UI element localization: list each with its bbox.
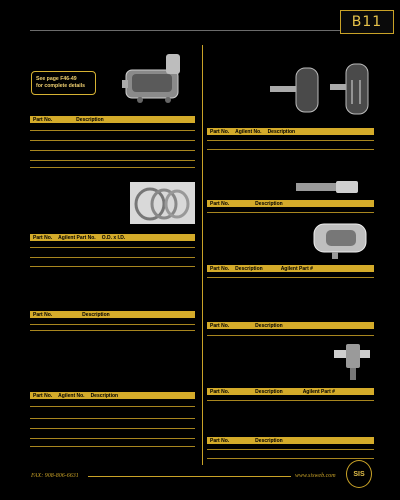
header-cell: Description bbox=[267, 128, 296, 135]
table-row-line bbox=[30, 140, 195, 141]
sis-logo: SIS bbox=[346, 460, 372, 488]
feedthrough-image bbox=[290, 178, 370, 196]
table-row-line bbox=[30, 446, 195, 447]
table-header-right-3 bbox=[207, 265, 374, 272]
header-cell: Agilent No. bbox=[58, 392, 85, 399]
table-row-line bbox=[207, 400, 374, 401]
table-row-line bbox=[30, 257, 195, 258]
table-header-right-2 bbox=[207, 200, 374, 207]
see-page-callout bbox=[31, 71, 96, 95]
vacuum-pump-image bbox=[120, 50, 190, 105]
table-row-line bbox=[30, 406, 195, 407]
table-row-line bbox=[207, 277, 374, 278]
o-rings-image bbox=[130, 182, 195, 224]
table-row-line bbox=[207, 140, 374, 141]
header-cell: Agilent Part # bbox=[280, 265, 313, 272]
table-row-line bbox=[30, 438, 195, 439]
header-cell: Part No. bbox=[33, 392, 53, 399]
callout-line-2: for complete details bbox=[36, 83, 86, 89]
table-header-left-1 bbox=[30, 116, 195, 123]
table-row-line bbox=[30, 130, 195, 131]
header-cell: Part No. bbox=[33, 234, 53, 241]
table-row-line bbox=[30, 266, 195, 267]
table-header-right-5 bbox=[207, 388, 374, 395]
header-cell: Description bbox=[255, 200, 283, 207]
header-cell: Part No. bbox=[33, 116, 53, 123]
header-cell: Part No. bbox=[210, 388, 230, 395]
page-label: B11 bbox=[340, 10, 394, 34]
table-header-left-3 bbox=[30, 311, 195, 318]
header-cell: Part No. bbox=[210, 128, 230, 135]
table-header-right-6 bbox=[207, 437, 374, 444]
header-cell: Part No. bbox=[33, 311, 53, 318]
table-row-line bbox=[207, 149, 374, 150]
top-rule bbox=[30, 30, 340, 31]
table-row-line bbox=[207, 458, 374, 459]
header-cell: Description bbox=[255, 322, 283, 329]
header-cell: Description bbox=[76, 116, 104, 123]
table-row-line bbox=[30, 418, 195, 419]
table-row-line bbox=[207, 449, 374, 450]
header-cell: Description bbox=[90, 392, 119, 399]
header-cell: O.D. x I.D. bbox=[101, 234, 126, 241]
table-row-line bbox=[207, 335, 374, 336]
valve-image bbox=[330, 340, 375, 382]
header-cell: Agilent Part No. bbox=[58, 234, 96, 241]
table-row-line bbox=[30, 324, 195, 325]
header-cell: Agilent Part # bbox=[302, 388, 335, 395]
header-cell: Part No. bbox=[210, 200, 230, 207]
footer-website: www.sisweb.com bbox=[295, 473, 336, 479]
gauge-tube-image bbox=[308, 218, 378, 260]
header-cell: Part No. bbox=[210, 322, 230, 329]
header-cell: Part No. bbox=[210, 437, 230, 444]
header-cell: Description bbox=[82, 311, 110, 318]
table-row-line bbox=[207, 212, 374, 213]
column-divider bbox=[202, 45, 203, 465]
table-header-right-4 bbox=[207, 322, 374, 329]
table-header-right-1 bbox=[207, 128, 374, 135]
callout-line-1: See page F46-49 bbox=[36, 76, 77, 82]
table-row-line bbox=[30, 330, 195, 331]
footer-rule bbox=[88, 476, 291, 477]
header-cell: Description bbox=[235, 265, 263, 272]
header-cell: Description bbox=[255, 388, 283, 395]
table-row-line bbox=[30, 150, 195, 151]
header-cell: Part No. bbox=[210, 265, 230, 272]
table-row-line bbox=[30, 247, 195, 248]
table-row-line bbox=[30, 160, 195, 161]
footer-fax: FAX: 908-806-6631 bbox=[31, 473, 79, 479]
table-row-line bbox=[30, 167, 195, 168]
header-cell: Agilent No. bbox=[235, 128, 262, 135]
table-header-left-2 bbox=[30, 234, 195, 241]
header-cell: Description bbox=[255, 437, 283, 444]
table-header-left-4 bbox=[30, 392, 195, 399]
ion-gauges-image bbox=[260, 60, 375, 122]
table-row-line bbox=[30, 428, 195, 429]
